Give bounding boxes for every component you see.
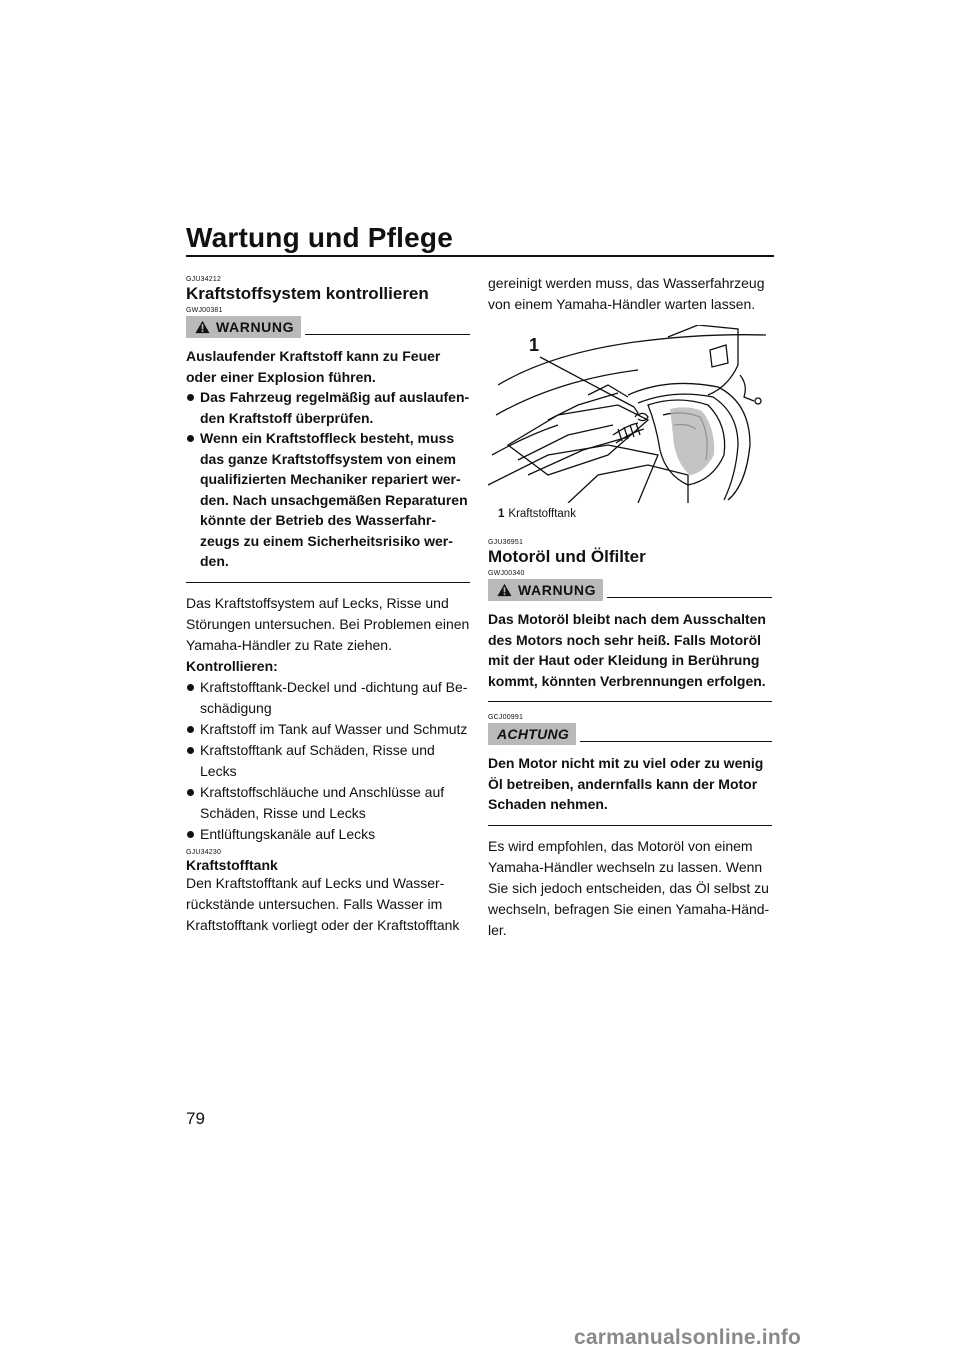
caution-bottom-rule bbox=[488, 825, 772, 826]
body-paragraph: Es wird empfohlen, das Motoröl von einem Yamaha-Händler wechseln zu lassen. Wenn Sie sich jedoch entscheiden, das Öl selbst zu wechseln, befragen Sie einen Yamaha-Händ-ler. bbox=[488, 837, 770, 938]
right-column bbox=[488, 273, 772, 941]
warning-badge bbox=[186, 316, 301, 338]
figure-caption bbox=[498, 507, 772, 521]
body-paragraph: Den Kraftstofftank auf Lecks und Wasser-rückstände untersuchen. Falls Wasser im Kraftstofftank vorliegt oder der Kraftstofftank bbox=[186, 874, 460, 933]
section-code: GJU36951 bbox=[488, 539, 524, 546]
watermark: carmanualsonline.info bbox=[574, 1326, 802, 1349]
list-item: Kraftstofftank-Deckel und -dichtung auf Be-schädigung bbox=[186, 677, 470, 719]
fuel-tank-figure bbox=[488, 325, 772, 503]
warning-bottom-rule bbox=[186, 582, 470, 583]
warning-header bbox=[488, 579, 772, 601]
list-item: Kraftstofftank auf Schäden, Risse und Lecks bbox=[186, 740, 470, 782]
warning-header bbox=[186, 316, 470, 338]
list-item: Kraftstoff im Tank auf Wasser und Schmutz bbox=[186, 719, 470, 740]
warning-header-rule bbox=[305, 334, 470, 335]
warning-triangle-icon bbox=[497, 583, 512, 597]
warning-bottom-rule bbox=[488, 701, 772, 702]
caution-badge bbox=[488, 723, 576, 745]
page-title: Wartung und Pflege bbox=[186, 222, 453, 253]
warning-list bbox=[186, 387, 470, 572]
caution-code: GCJ00991 bbox=[488, 714, 524, 721]
warning-header-rule bbox=[607, 597, 772, 598]
list-item: Wenn ein Kraftstoffleck besteht, muss das ganze Kraftstoffsystem von einem qualifizierten Mechaniker repariert wer-den. Nach unsachgemäßen Reparaturen könnte der Betrieb des Wasserfahr-zeugs zu einem Sicherheitsrisiko wer-den. bbox=[186, 428, 470, 572]
warning-code: GWJ00381 bbox=[186, 307, 223, 314]
list-item: Kraftstoffschläuche und Anschlüsse auf Schäden, Risse und Lecks bbox=[186, 782, 470, 824]
warning-label: WARNUNG bbox=[518, 582, 597, 598]
left-column bbox=[186, 276, 470, 936]
body-paragraph: gereinigt werden muss, das Wasserfahrzeug von einem Yamaha-Händler warten lassen. bbox=[488, 275, 765, 312]
caption-number: 1 bbox=[498, 508, 505, 520]
subsection-title-fuel-tank: Kraftstofftank bbox=[186, 856, 278, 873]
warning-code: GWJ00340 bbox=[488, 570, 525, 577]
caption-text: Kraftstofftank bbox=[508, 508, 576, 520]
list-item: Das Fahrzeug regelmäßig auf auslaufen-den Kraftstoff überprüfen. bbox=[186, 387, 470, 428]
figure-callout-1: 1 bbox=[529, 335, 540, 355]
header-rule bbox=[186, 255, 774, 257]
page-number: 79 bbox=[186, 1109, 205, 1128]
section-title-fuel-system: Kraftstoffsystem kontrollieren bbox=[186, 284, 429, 303]
warning-triangle-icon bbox=[195, 320, 210, 334]
caution-label: ACHTUNG bbox=[497, 726, 570, 742]
caution-text: Den Motor nicht mit zu viel oder zu wenig Öl betreiben, andernfalls kann der Motor Schaden nehmen. bbox=[488, 755, 764, 812]
body-paragraph: Das Kraftstoffsystem auf Lecks, Risse und Störungen untersuchen. Bei Problemen einen Yamaha-Händler zu Rate ziehen. bbox=[186, 594, 470, 653]
warning-badge bbox=[488, 579, 603, 601]
subsection-code: GJU34230 bbox=[186, 848, 222, 856]
caution-header bbox=[488, 723, 772, 745]
warning-label: WARNUNG bbox=[216, 319, 295, 335]
caution-header-rule bbox=[580, 741, 772, 742]
warning-text: Das Motoröl bleibt nach dem Ausschalten des Motors noch sehr heiß. Falls Motoröl mit der Haut oder Kleidung in Berührung kommt, könnten Verbrennungen erfolgen. bbox=[488, 611, 766, 689]
section-code: GJU34212 bbox=[186, 276, 222, 283]
list-item: Entlüftungskanäle auf Lecks bbox=[186, 824, 470, 845]
warning-intro: Auslaufender Kraftstoff kann zu Feuer oder einer Explosion führen. bbox=[186, 348, 441, 385]
section-title-engine-oil: Motoröl und Ölfilter bbox=[488, 547, 646, 566]
check-list bbox=[186, 677, 470, 845]
check-label: Kontrollieren: bbox=[186, 657, 278, 674]
